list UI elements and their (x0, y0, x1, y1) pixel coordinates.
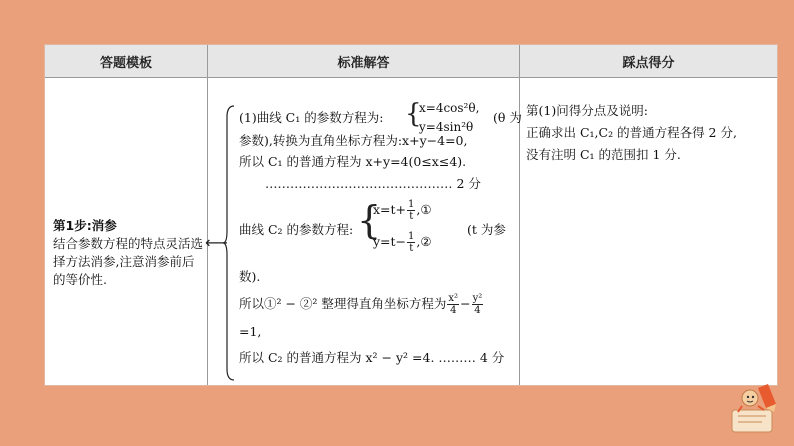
c2-line4: =1, (239, 324, 262, 339)
c2-line2: 数). (239, 269, 261, 284)
fraction: $\frac{1}{t}$ (408, 231, 415, 254)
slide-card (44, 44, 778, 386)
c2-intro: 曲线 C₂ 的参数方程: (239, 222, 354, 237)
brace-icon: { (357, 198, 382, 242)
step-title: 第1步:消参 (53, 218, 117, 233)
fraction: $\frac{1}{t}$ (408, 199, 415, 222)
column-divider (519, 45, 520, 385)
fraction: $\frac{\text{x²}}{4}$ (448, 293, 459, 316)
c2-eq1: x=t+ $\frac{1}{t}$ ,① (373, 199, 432, 222)
c1-intro: (1)曲线 C₁ 的参数方程为: (239, 110, 384, 125)
header-template: 答题模板 (45, 45, 207, 78)
c1-param: (θ 为 (493, 110, 522, 125)
scoring-line3: 没有注明 C₁ 的范围扣 1 分. (526, 147, 681, 162)
c1-line2: 参数),转换为直角坐标方程为:x+y−4=0, (239, 133, 468, 148)
c2-line3: 所以①² − ②² 整理得直角坐标方程为 $\frac{\text{x²}}{4}$ − $\frac{\text{y²}}{4}$ (239, 293, 483, 316)
c2-line5: 所以 C₂ 的普通方程为 x² − y² =4. ……… 4 分 (239, 350, 505, 365)
header-solution: 标准解答 (208, 45, 519, 78)
c1-score: ……………………………………… 2 分 (265, 176, 481, 191)
brace-icon (223, 105, 235, 381)
scoring-cell (526, 100, 774, 166)
brace-icon: { (405, 99, 422, 129)
header-scoring: 踩点得分 (520, 45, 777, 78)
c1-eq1: x=4cos²θ, (419, 101, 480, 115)
c1-line3: 所以 C₁ 的普通方程为 x+y=4(0≤x≤4). (239, 154, 467, 169)
scoring-line2: 正确求出 C₁,C₂ 的普通方程各得 2 分, (526, 125, 737, 140)
c1-intro-line (239, 107, 383, 128)
answer-table (45, 45, 777, 385)
column-divider (207, 45, 208, 385)
template-cell (53, 217, 203, 289)
fraction: $\frac{\text{y²}}{4}$ (472, 293, 483, 316)
scoring-line1: 第(1)问得分点及说明: (526, 103, 648, 118)
step-body: 结合参数方程的特点灵活选择方法消参,注意消参前后的等价性. (53, 236, 204, 287)
left-arrow-icon: ⟵ (205, 233, 228, 252)
pencil-character-icon (724, 382, 784, 438)
c2-eq2: y=t− $\frac{1}{t}$ ,② (373, 231, 432, 254)
c1-eq2: y=4sin²θ (419, 120, 474, 134)
c2-param: (t 为参 (467, 222, 506, 237)
